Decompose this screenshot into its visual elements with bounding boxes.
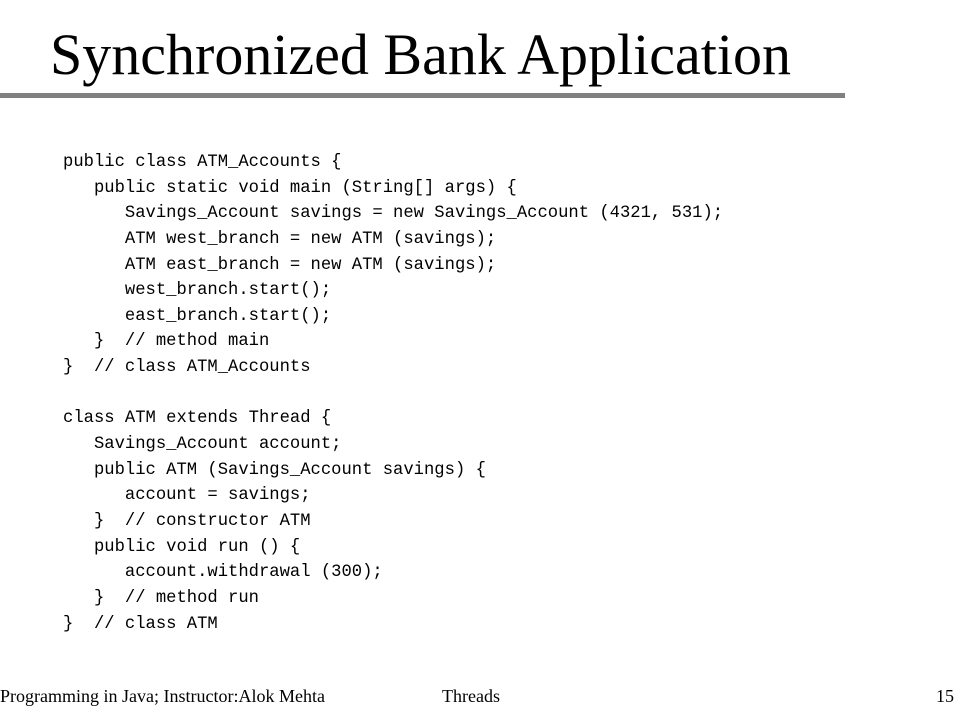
slide-title: Synchronized Bank Application [50, 22, 791, 87]
footer-course: Programming in Java; Instructor:Alok Mehta [0, 686, 325, 706]
code-line: Savings_Account account; [63, 435, 342, 455]
footer-topic: Threads [442, 686, 500, 706]
code-line: west_branch.start(); [63, 281, 332, 301]
code-line: public void run () { [63, 537, 301, 557]
code-line: public class ATM_Accounts { [63, 153, 342, 172]
code-line: public ATM (Savings_Account savings) { [63, 460, 486, 480]
code-line: } // method run [63, 588, 259, 608]
code-line: class ATM extends Thread { [63, 409, 332, 429]
code-blank-line [63, 381, 723, 407]
footer-page-number: 15 [936, 686, 954, 706]
code-line: account.withdrawal (300); [63, 563, 383, 583]
code-line: Savings_Account savings = new Savings_Account (4321, 531); [63, 204, 724, 224]
code-line: } // class ATM [63, 614, 218, 634]
code-line: public static void main (String[] args) { [63, 178, 517, 198]
code-line: ATM west_branch = new ATM (savings); [63, 229, 497, 249]
code-line: } // class ATM_Accounts [63, 358, 311, 378]
code-line: } // method main [63, 332, 270, 352]
code-line: } // constructor ATM [63, 511, 311, 531]
code-line: ATM east_branch = new ATM (savings); [63, 255, 497, 275]
title-underline [0, 93, 845, 98]
code-line: account = savings; [63, 486, 311, 506]
code-listing [63, 150, 723, 637]
code-line: east_branch.start(); [63, 306, 332, 326]
